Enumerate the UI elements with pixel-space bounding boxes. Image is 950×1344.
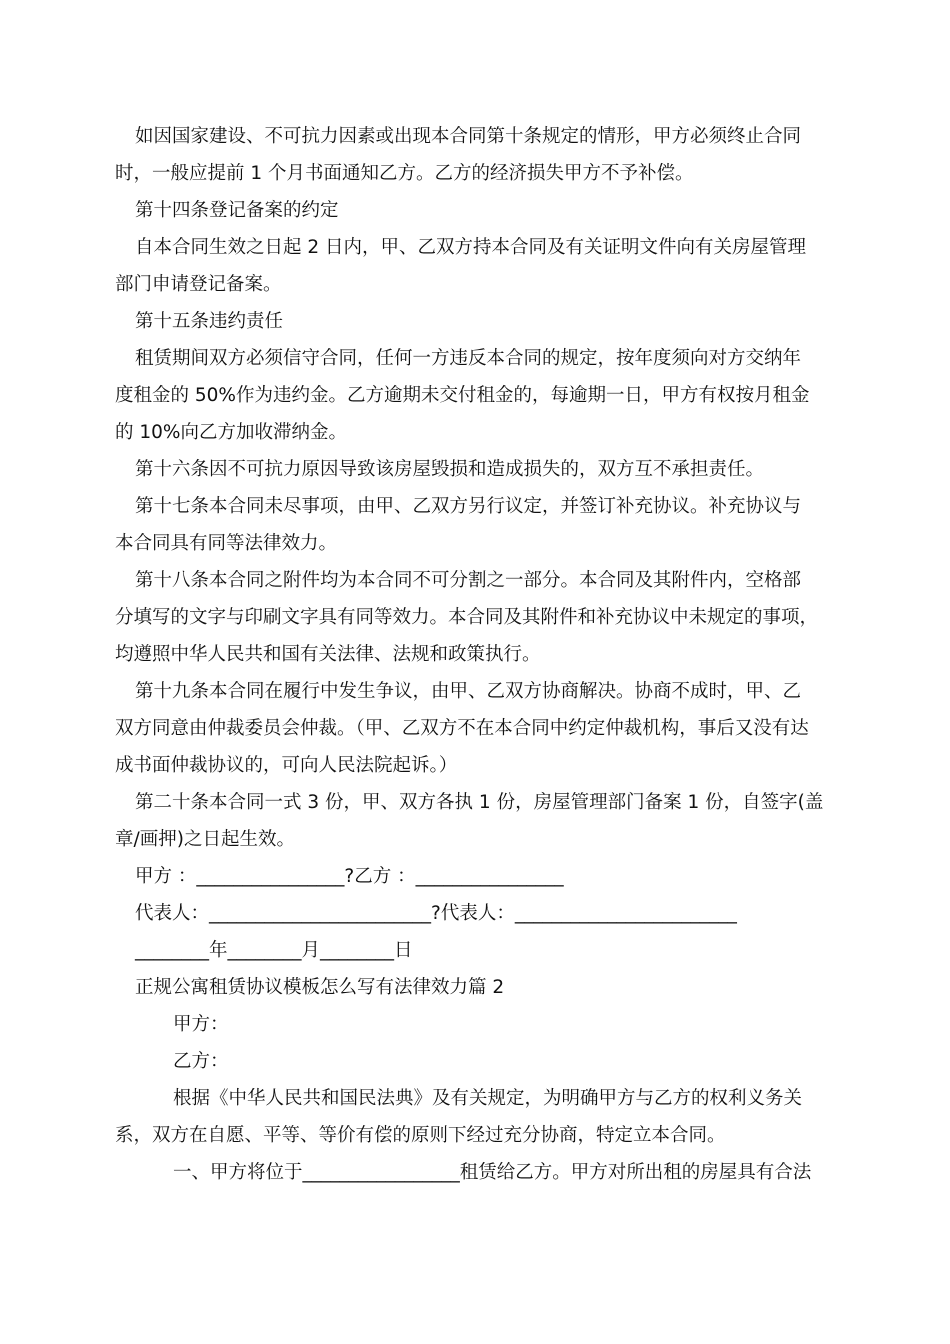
paragraph-line: 自本合同生效之日起 2 日内，甲、乙双方持本合同及有关证明文件向有关房屋管理 — [135, 237, 807, 258]
signature-representative-line: 代表人：________________________?代表人：________________________ — [135, 903, 737, 924]
paragraph-line: 均遵照中华人民共和国有关法律、法规和政策执行。 — [115, 644, 541, 665]
paragraph-line: 第十六条因不可抗力原因导致该房屋毁损和造成损失的，双方互不承担责任。 — [135, 459, 765, 480]
paragraph-line: 第十七条本合同未尽事项，由甲、乙双方另行议定，并签订补充协议。补充协议与 — [135, 496, 802, 517]
paragraph-line: 分填写的文字与印刷文字具有同等效力。本合同及其附件和补充协议中未规定的事项， — [115, 607, 819, 628]
paragraph-line: 成书面仲裁协议的，可向人民法院起诉。） — [115, 755, 458, 776]
signature-party-line: 甲方 ：________________?乙方 ：________________ — [135, 866, 564, 887]
section-heading: 第十四条登记备案的约定 — [135, 200, 339, 221]
document-title: 正规公寓租赁协议模板怎么写有法律效力篇 2 — [135, 977, 505, 998]
paragraph-line: 根据《中华人民共和国民法典》及有关规定，为明确甲方与乙方的权利义务关 — [173, 1088, 803, 1109]
paragraph-line: 系，双方在自愿、平等、等价有偿的原则下经过充分协商，特定立本合同。 — [115, 1125, 726, 1146]
paragraph-line: 双方同意由仲裁委员会仲裁。（甲、乙双方不在本合同中约定仲裁机构，事后又没有达 — [115, 718, 809, 739]
party-a-label: 甲方： — [173, 1014, 229, 1035]
paragraph-line: 第十九条本合同在履行中发生争议，由甲、乙双方协商解决。协商不成时，甲、乙 — [135, 681, 802, 702]
document-body — [115, 118, 835, 1191]
paragraph-line: 第二十条本合同一式 3 份，甲、双方各执 1 份，房屋管理部门备案 1 份，自签字(盖 — [135, 792, 824, 813]
paragraph-line: 第十八条本合同之附件均为本合同不可分割之一部分。本合同及其附件内，空格部 — [135, 570, 802, 591]
paragraph-line: 如因国家建设、不可抗力因素或出现本合同第十条规定的情形，甲方必须终止合同 — [135, 126, 802, 147]
paragraph-line: 部门申请登记备案。 — [115, 274, 282, 295]
paragraph-line: 租赁期间双方必须信守合同，任何一方违反本合同的规定，按年度须向对方交纳年 — [135, 348, 802, 369]
paragraph-line: 度租金的 50%作为违约金。乙方逾期未交付租金的，每逾期一日，甲方有权按月租金 — [115, 385, 810, 406]
section-heading: 第十五条违约责任 — [135, 311, 284, 332]
paragraph-line: 时，一般应提前 1 个月书面通知乙方。乙方的经济损失甲方不予补偿。 — [115, 163, 694, 184]
party-b-label: 乙方： — [173, 1051, 229, 1072]
signature-date-line: ________年________月________日 — [135, 940, 413, 961]
paragraph-line: 章/画押)之日起生效。 — [115, 829, 295, 850]
paragraph-line: 本合同具有同等法律效力。 — [115, 533, 338, 554]
paragraph-line: 一、甲方将位于_________________租赁给乙方。甲方对所出租的房屋具有合法 — [173, 1162, 812, 1183]
paragraph-line: 的 10%向乙方加收滞纳金。 — [115, 422, 348, 443]
